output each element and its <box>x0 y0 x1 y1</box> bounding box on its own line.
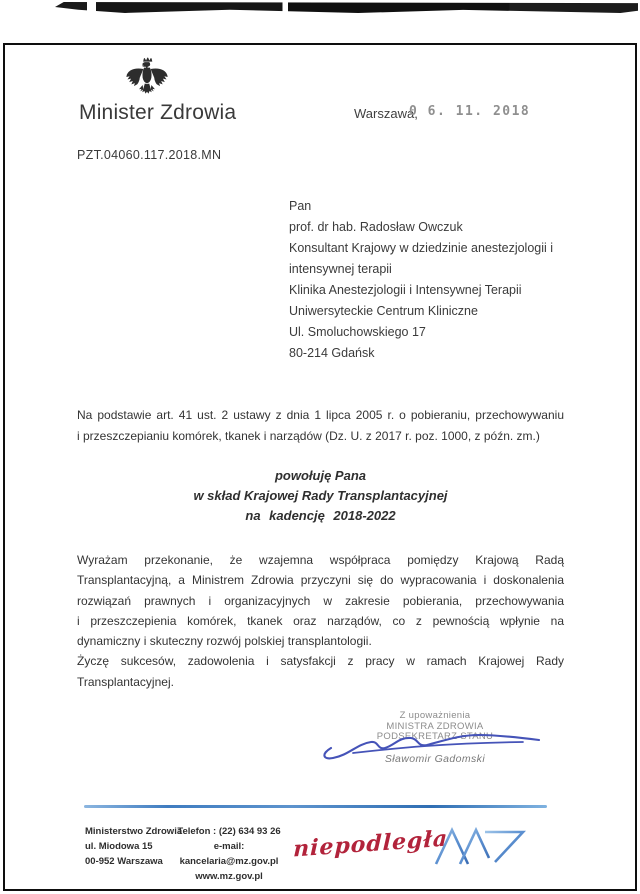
contact-email: e-mail: kancelaria@mz.gov.pl <box>179 841 279 867</box>
date-stamp: 0 6. 11. 2018 <box>409 104 531 119</box>
paragraph-line: dynamiczny i skuteczny rozwój polskiej transplantologii. <box>77 634 372 649</box>
signature-block <box>325 711 545 765</box>
addressee-line: Uniwersyteckie Centrum Kliniczne <box>289 304 478 318</box>
handwritten-signature <box>317 722 549 766</box>
addressee-line: prof. dr hab. Radosław Owczuk <box>289 220 463 234</box>
paragraph-line: i przeszczepienia komórek, tkanek oraz narządów, co z pewnością wpłynie na <box>77 613 564 628</box>
paragraph-line: Transplantacyjnej. <box>77 674 174 689</box>
authorization-line-1: Z upoważnienia <box>399 710 471 721</box>
signature-cross-stroke <box>353 742 523 753</box>
addressee-block <box>289 196 553 364</box>
place-label: Warszawa, <box>354 106 418 121</box>
mz-ministry-logo-icon <box>433 824 537 868</box>
address-line-1: Ministerstwo Zdrowia <box>85 826 183 837</box>
sender-title: Minister Zdrowia <box>79 101 237 124</box>
appointment-declaration <box>77 466 564 526</box>
addressee-line: Pan <box>289 199 312 213</box>
legal-basis-line: i przeszczepianiu komórek, tkanek i narządów (Dz. U. z 2017 r. poz. 1000, z późn. zm.) <box>77 428 540 443</box>
addressee-line: 80-214 Gdańsk <box>289 346 375 360</box>
independence-wordmark: niepodległa <box>292 825 449 863</box>
signature-stroke <box>324 735 539 758</box>
paragraph-line: Transplantacyjną, a Ministrem Zdrowia przyczyni się do wypracowania i doskonalenia <box>77 573 564 588</box>
paragraph-line: Wyrażam przekonanie, że wzajemna współpraca pomiędzy Krajową Radą <box>77 553 564 567</box>
main-paragraph <box>77 550 564 692</box>
legal-basis-paragraph <box>77 405 564 446</box>
footer-divider <box>84 805 547 808</box>
reference-number: PZT.04060.117.2018.MN <box>77 148 222 162</box>
addressee-line: Konsultant Krajowy w dziedzinie anestezjologii i <box>289 241 554 255</box>
appointment-line-3: na kadencję 2018-2022 <box>245 508 396 523</box>
authorization-line-3: PODSEKRETARZ STANU <box>376 731 494 742</box>
ministry-address-block <box>85 824 182 869</box>
addressee-line: intensywnej terapii <box>289 262 392 276</box>
contact-phone: Telefon : (22) 634 93 26 <box>177 826 281 837</box>
addressee-line: Klinika Anestezjologii i Intensywnej Terapii <box>289 283 522 297</box>
appointment-line-1: powołuję Pana <box>274 468 366 483</box>
polish-eagle-emblem-icon <box>125 56 169 98</box>
address-line-3: 00-952 Warszawa <box>85 856 163 867</box>
legal-basis-line: Na podstawie art. 41 ust. 2 ustawy z dnia 1 lipca 2005 r. o pobieraniu, przechowywaniu <box>77 408 564 422</box>
scan-artifact-band <box>55 2 638 13</box>
ministry-contact-block <box>171 824 287 884</box>
closing-paragraph <box>77 651 564 692</box>
paragraph-line: rozwiązań prawnych i organizacyjnych w zakresie pobierania, przechowywania <box>77 593 564 608</box>
authorization-line-2: MINISTRA ZDROWIA <box>386 720 484 732</box>
paragraph-line: Życzę sukcesów, zadowolenia i satysfakcji z pracy w ramach Krajowej Rady <box>77 654 564 669</box>
signer-name: Sławomir Gadomski <box>384 752 486 765</box>
address-line-2: ul. Miodowa 15 <box>85 841 153 852</box>
addressee-line: Ul. Smoluchowskiego 17 <box>289 325 426 339</box>
appointment-line-2: w skład Krajowej Rady Transplantacyjnej <box>193 488 448 503</box>
letter-page <box>3 43 637 891</box>
contact-website: www.mz.gov.pl <box>195 871 263 882</box>
